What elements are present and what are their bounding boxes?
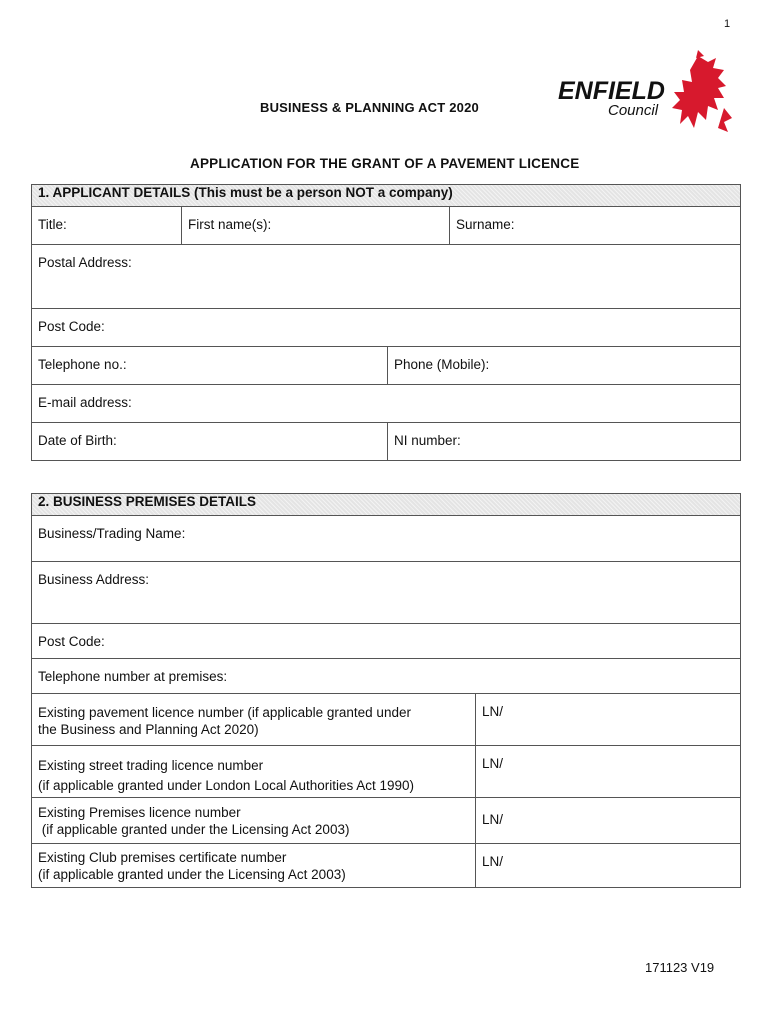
ln-prefix: LN/ bbox=[482, 812, 504, 827]
pavement-licence-label bbox=[32, 694, 476, 746]
ln-prefix: LN/ bbox=[482, 756, 504, 771]
licence-line1: Existing Club premises certificate number bbox=[38, 850, 287, 865]
title-field[interactable] bbox=[32, 207, 182, 245]
version-footer: 171123 V19 bbox=[645, 960, 715, 975]
enfield-council-logo bbox=[548, 48, 738, 138]
post-code-label: Post Code: bbox=[38, 319, 105, 334]
applicant-details-table bbox=[31, 184, 741, 461]
ln-prefix: LN/ bbox=[482, 854, 504, 869]
section1-heading: 1. APPLICANT DETAILS (This must be a person NOT a company) bbox=[32, 185, 741, 207]
surname-label: Surname: bbox=[456, 217, 515, 232]
licence-line1: Existing street trading licence number bbox=[38, 758, 264, 773]
telephone-label: Telephone no.: bbox=[38, 357, 127, 372]
first-name-label: First name(s): bbox=[188, 217, 272, 232]
logo-sub: Council bbox=[608, 102, 659, 119]
title-label: Title: bbox=[38, 217, 67, 232]
street-trading-licence-label bbox=[32, 746, 476, 798]
surname-field[interactable] bbox=[450, 207, 741, 245]
application-title: APPLICATION FOR THE GRANT OF A PAVEMENT LICENCE bbox=[190, 156, 580, 171]
email-label: E-mail address: bbox=[38, 395, 132, 410]
pavement-licence-number-field[interactable] bbox=[476, 694, 741, 746]
logo-name: ENFIELD bbox=[558, 77, 665, 105]
licence-line2: (if applicable granted under London Local Authorities Act 1990) bbox=[38, 778, 415, 793]
licence-line2: (if applicable granted under the Licensing Act 2003) bbox=[38, 867, 346, 882]
business-address-label: Business Address: bbox=[38, 572, 150, 587]
email-field[interactable] bbox=[32, 385, 741, 423]
premises-licence-label bbox=[32, 798, 476, 844]
club-certificate-number-field[interactable] bbox=[476, 844, 741, 888]
premises-phone-field[interactable] bbox=[32, 659, 741, 694]
postal-address-field[interactable] bbox=[32, 245, 741, 309]
ni-number-field[interactable] bbox=[388, 423, 741, 461]
ln-prefix: LN/ bbox=[482, 704, 504, 719]
mobile-field[interactable] bbox=[388, 347, 741, 385]
telephone-field[interactable] bbox=[32, 347, 388, 385]
premises-phone-label: Telephone number at premises: bbox=[38, 669, 228, 684]
act-title: BUSINESS & PLANNING ACT 2020 bbox=[260, 100, 479, 115]
dragon-emblem-icon bbox=[672, 50, 732, 132]
club-certificate-label bbox=[32, 844, 476, 888]
mobile-label: Phone (Mobile): bbox=[394, 357, 490, 372]
licence-line1: Existing Premises licence number bbox=[38, 805, 241, 820]
post-code-field[interactable] bbox=[32, 309, 741, 347]
licence-line2: (if applicable granted under the Licensing Act 2003) bbox=[38, 822, 350, 837]
trading-name-label: Business/Trading Name: bbox=[38, 526, 186, 541]
ni-label: NI number: bbox=[394, 433, 461, 448]
postal-address-label: Postal Address: bbox=[38, 255, 132, 270]
business-address-field[interactable] bbox=[32, 562, 741, 624]
dob-label: Date of Birth: bbox=[38, 433, 117, 448]
premises-licence-number-field[interactable] bbox=[476, 798, 741, 844]
page-number: 1 bbox=[724, 18, 731, 30]
business-post-code-label: Post Code: bbox=[38, 634, 105, 649]
dob-field[interactable] bbox=[32, 423, 388, 461]
street-trading-licence-number-field[interactable] bbox=[476, 746, 741, 798]
licence-line2: the Business and Planning Act 2020) bbox=[38, 722, 259, 737]
business-premises-table bbox=[31, 493, 741, 888]
first-name-field[interactable] bbox=[182, 207, 450, 245]
trading-name-field[interactable] bbox=[32, 516, 741, 562]
business-post-code-field[interactable] bbox=[32, 624, 741, 659]
section2-heading: 2. BUSINESS PREMISES DETAILS bbox=[32, 494, 741, 516]
licence-line1: Existing pavement licence number (if applicable granted under bbox=[38, 705, 411, 720]
